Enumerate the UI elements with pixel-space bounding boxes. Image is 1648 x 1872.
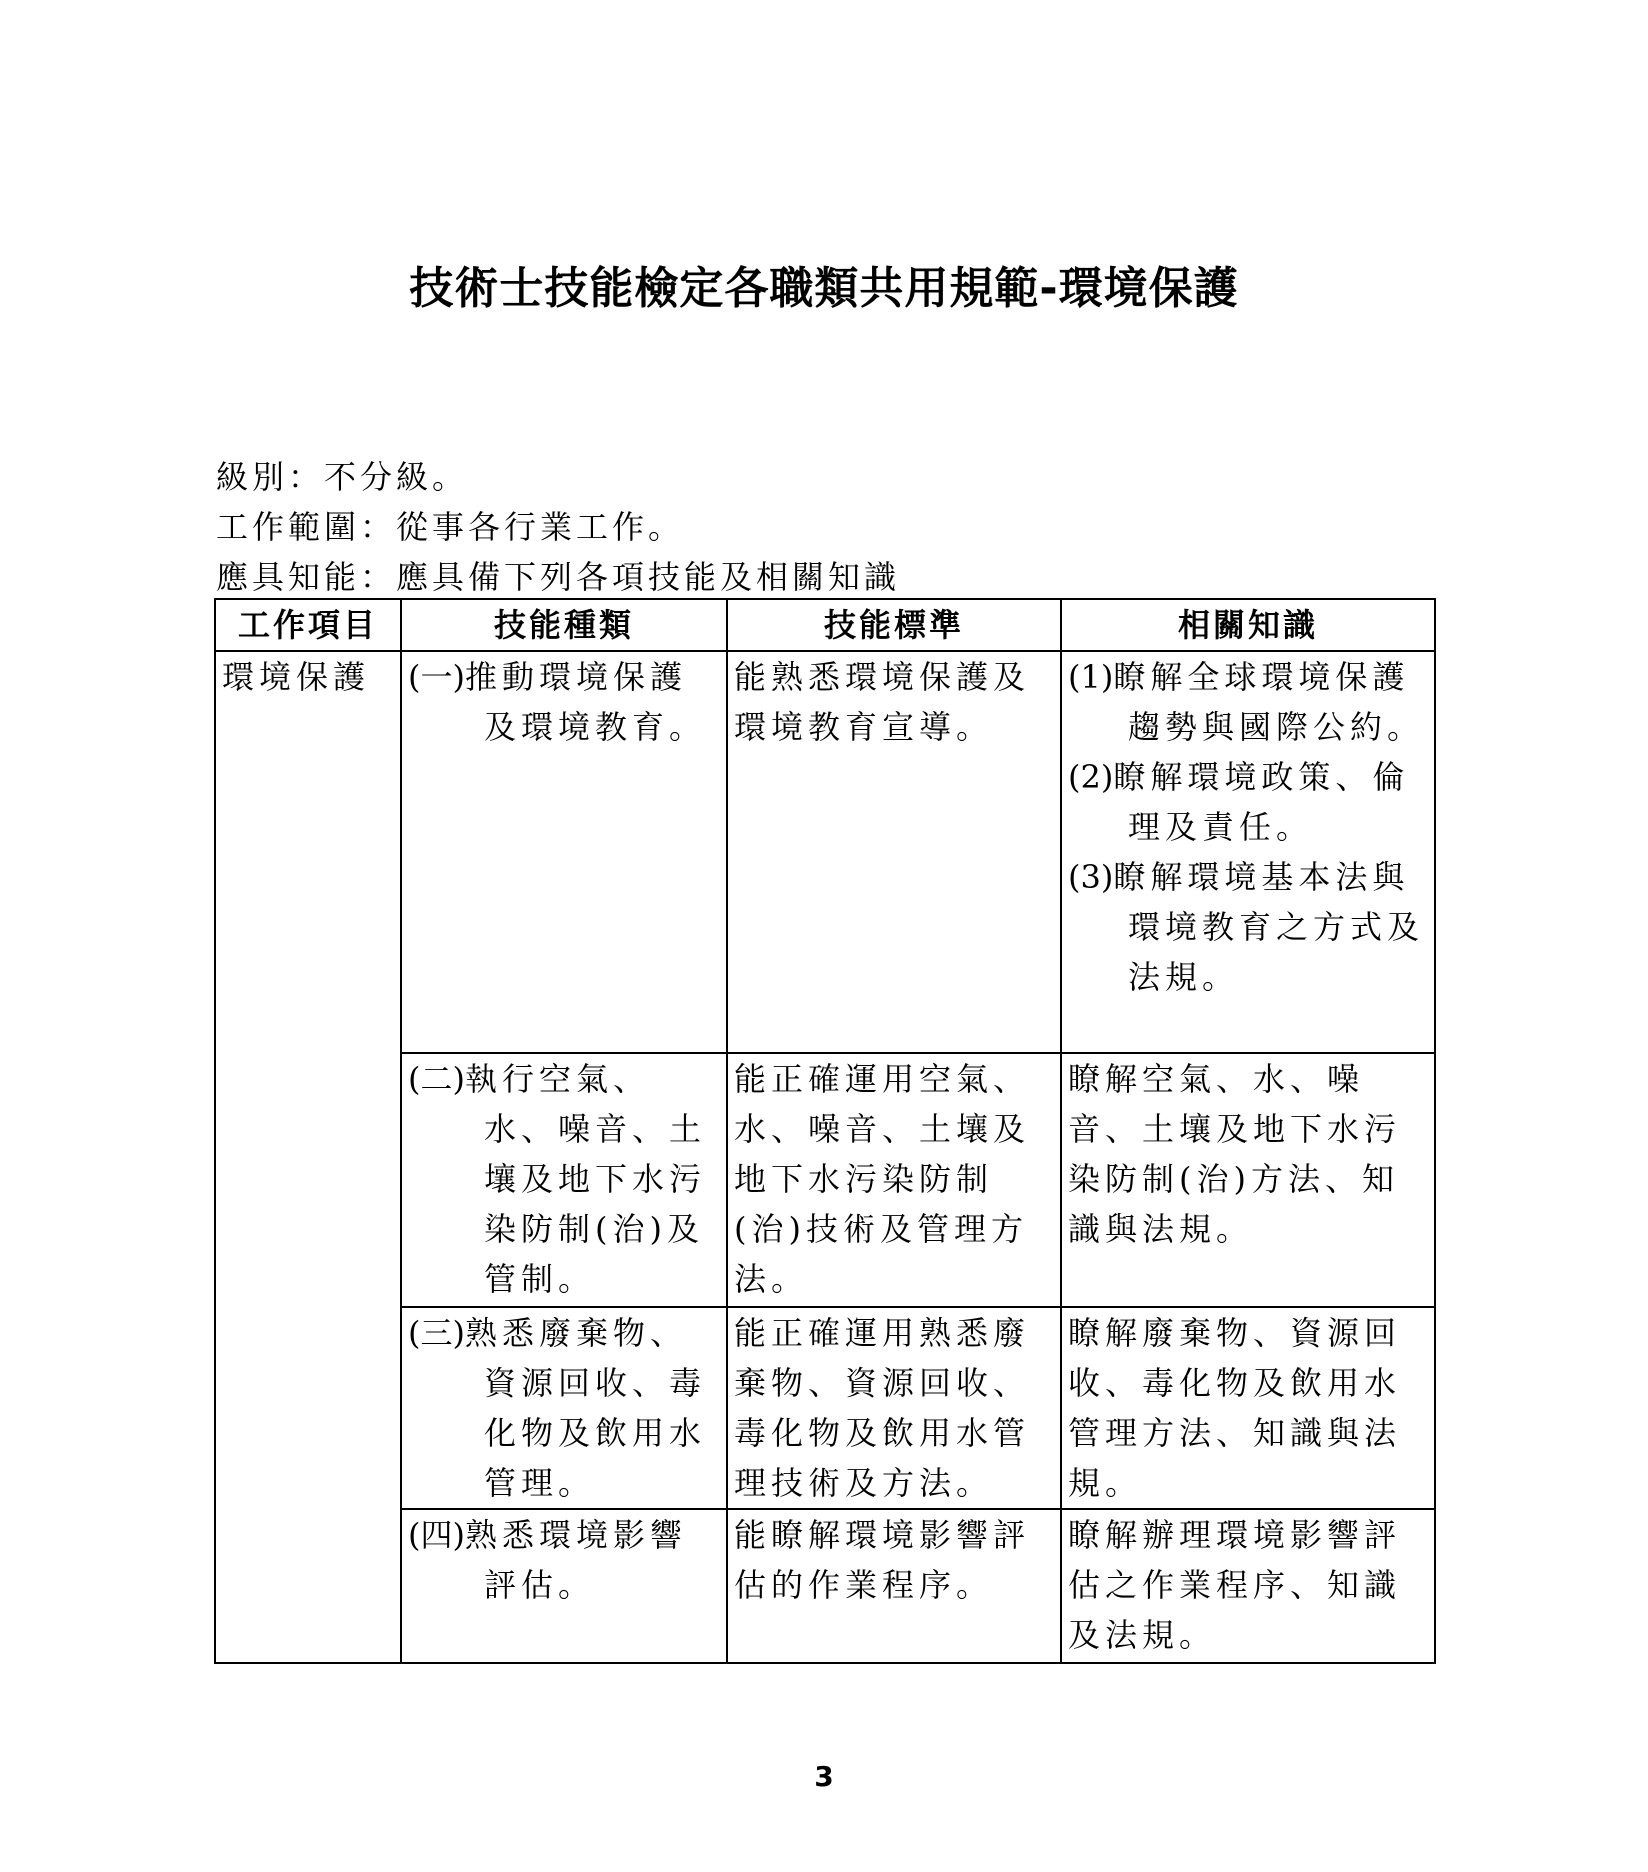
table-row bbox=[215, 651, 1435, 1053]
skill-text: 執行空氣、水、噪音、土壤及地下水污染防制(治)及管制。 bbox=[464, 1060, 707, 1298]
standard-cell: 能熟悉環境保護及環境教育宣導。 bbox=[727, 651, 1061, 1053]
standard-cell: 能瞭解環境影響評估的作業程序。 bbox=[727, 1509, 1061, 1663]
knowledge-number: (1) bbox=[1068, 658, 1114, 696]
skill-text: 熟悉廢棄物、資源回收、毒化物及飲用水管理。 bbox=[464, 1314, 707, 1502]
standard-cell: 能正確運用空氣、水、噪音、土壤及地下水污染防制(治)技術及管理方法。 bbox=[727, 1053, 1061, 1307]
skill-item bbox=[408, 1510, 720, 1610]
knowledge-text: 瞭解全球環境保護趨勢與國際公約。 bbox=[1113, 658, 1425, 746]
skill-item bbox=[408, 652, 720, 752]
header-related-knowledge: 相關知識 bbox=[1061, 599, 1435, 651]
standard-cell: 能正確運用熟悉廢棄物、資源回收、毒化物及飲用水管理技術及方法。 bbox=[727, 1307, 1061, 1509]
header-skill-type: 技能種類 bbox=[401, 599, 727, 651]
skill-number: (二) bbox=[408, 1060, 465, 1098]
competency-line: 應具知能：應具備下列各項技能及相關知識 bbox=[216, 558, 901, 596]
knowledge-cell bbox=[1061, 651, 1435, 1053]
skill-text: 推動環境保護及環境教育。 bbox=[464, 658, 707, 746]
skill-number: (四) bbox=[408, 1516, 465, 1554]
knowledge-number: (2) bbox=[1068, 758, 1114, 796]
skill-cell bbox=[401, 651, 727, 1053]
header-skill-standard: 技能標準 bbox=[727, 599, 1061, 651]
page-number: 3 bbox=[814, 1760, 834, 1793]
skill-cell bbox=[401, 1053, 727, 1307]
knowledge-item bbox=[1068, 652, 1428, 752]
skill-cell bbox=[401, 1307, 727, 1509]
skill-text: 熟悉環境影響評估。 bbox=[464, 1516, 687, 1604]
knowledge-text: 瞭解環境基本法與環境教育之方式及法規。 bbox=[1113, 858, 1425, 996]
skill-cell bbox=[401, 1509, 727, 1663]
knowledge-cell: 瞭解辦理環境影響評估之作業程序、知識及法規。 bbox=[1061, 1509, 1435, 1663]
work-item-cell: 環境保護 bbox=[215, 651, 401, 1663]
knowledge-number: (3) bbox=[1068, 858, 1114, 896]
header-work-item: 工作項目 bbox=[215, 599, 401, 651]
knowledge-cell: 瞭解廢棄物、資源回收、毒化物及飲用水管理方法、知識與法規。 bbox=[1061, 1307, 1435, 1509]
skill-item bbox=[408, 1308, 720, 1508]
knowledge-item bbox=[1068, 752, 1428, 852]
skill-number: (三) bbox=[408, 1314, 465, 1352]
skill-item bbox=[408, 1054, 720, 1304]
level-line: 級別：不分級。 bbox=[216, 458, 469, 496]
knowledge-item bbox=[1068, 852, 1428, 1002]
scope-line: 工作範圍：從事各行業工作。 bbox=[216, 508, 685, 546]
document-title: 技術士技能檢定各職類共用規範-環境保護 bbox=[409, 263, 1239, 314]
knowledge-cell: 瞭解空氣、水、噪音、土壤及地下水污染防制(治)方法、知識與法規。 bbox=[1061, 1053, 1435, 1307]
spec-table bbox=[214, 598, 1436, 1664]
table-header-row bbox=[215, 599, 1435, 651]
skill-number: (一) bbox=[408, 658, 465, 696]
knowledge-text: 瞭解環境政策、倫理及責任。 bbox=[1113, 758, 1410, 846]
